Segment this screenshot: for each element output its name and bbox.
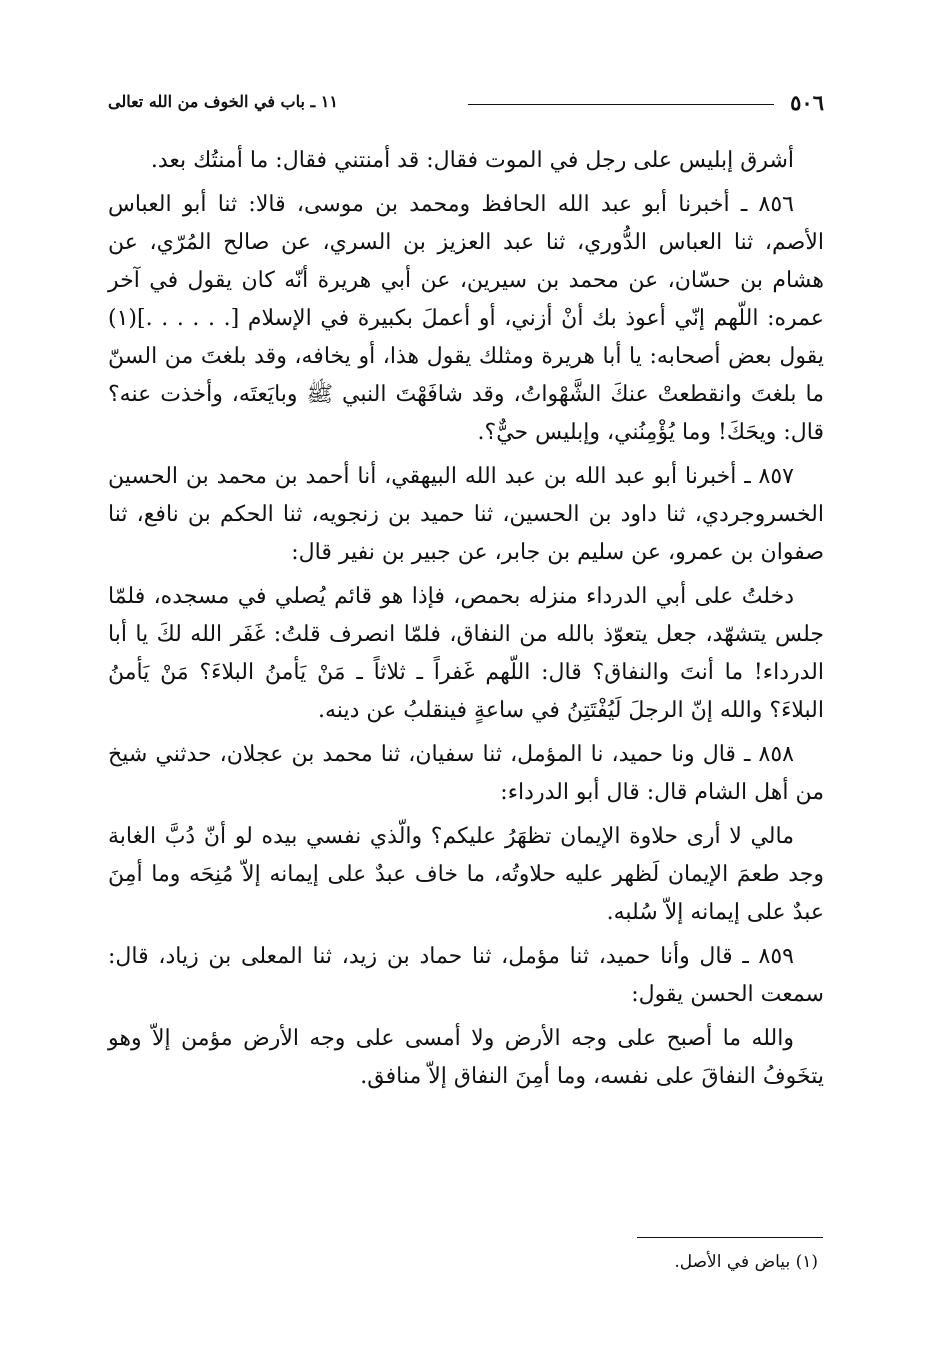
paragraph-intro: أشرق إبليس على رجل في الموت فقال: قد أمنتني فقال: ما أمنتُك بعد. bbox=[150, 148, 794, 173]
paragraph-857: ٨٥٧ ـ أخبرنا أبو عبد الله بن عبد الله البيهقي، أنا أحمد بن محمد بن الحسين الخسروجردي، ثنا داود بن الحسين، ثنا حميد بن زنجويه، ثنا الحكم بن نافع، ثنا صفوان بن عمرو، عن سليم بن جابر، عن جبير بن نفير قال: bbox=[108, 464, 824, 565]
header-rule bbox=[468, 104, 774, 105]
footnote-rule bbox=[637, 1237, 823, 1238]
paragraph-857-quote: دخلتُ على أبي الدرداء منزله بحمص، فإذا هو قائم يُصلي في مسجده، فلمّا جلس يتشهّد، جعل يتعوّذ بالله من النفاق، فلمّا انصرف قلتُ: غَفَر الله لكَ يا أبا الدرداء! ما أنتَ والنفاق؟ قال: اللّهم غَفراً ـ ثلاثاً ـ مَنْ يَأمنُ البلاءَ؟ مَنْ يَأمنُ البلاءَ؟ والله إنّ الرجلَ لَيُفْتَتِنُ في ساعةٍ فينقلبُ عن دينه. bbox=[108, 584, 824, 723]
paragraph-859: ٨٥٩ ـ قال وأنا حميد، ثنا مؤمل، ثنا حماد بن زيد، ثنا المعلى بن زياد، قال: سمعت الحسن يقول: bbox=[108, 944, 824, 1007]
paragraph-858: ٨٥٨ ـ قال ونا حميد، نا المؤمل، ثنا سفيان، ثنا محمد بن عجلان، حدثني شيخ من أهل الشام قال: قال أبو الدرداء: bbox=[108, 742, 824, 805]
page-header bbox=[108, 86, 824, 116]
running-title: ١١ ـ باب في الخوف من الله تعالى bbox=[108, 92, 338, 111]
paragraph-858-quote: مالي لا أرى حلاوة الإيمان تظهَرُ عليكم؟ والّذي نفسي بيده لو أنّ دُبَّ الغابة وجد طعمَ الإيمان لَظهر عليه حلاوتُه، ما خاف عبدٌ على إيمانه إلاّ مُنِحَه وما أمِنَ عبدٌ على إيمانه إلاّ سُلبه. bbox=[108, 824, 824, 925]
paragraph-859-quote: والله ما أصبح على وجه الأرض ولا أمسى على وجه الأرض مؤمن إلاّ وهو يتخَوفُ النفاقَ على نفسه، وما أمِنَ النفاق إلاّ منافق. bbox=[108, 1026, 824, 1089]
page-number: ٥٠٦ bbox=[790, 90, 824, 115]
main-text bbox=[108, 142, 824, 1102]
footnote: (١) بياض في الأصل. bbox=[674, 1252, 818, 1272]
paragraph-856: ٨٥٦ ـ أخبرنا أبو عبد الله الحافظ ومحمد بن موسى، قالا: ثنا أبو العباس الأصم، ثنا العباس الدُّوري، ثنا عبد العزيز بن السري، عن صالح المُرّي، عن هشام بن حسّان، عن محمد بن سيرين، عن أبي هريرة أنّه كان يقول في آخر عمره: اللّهم إنّي أعوذ بك أنْ أزني، أو أعملَ بكبيرة في الإسلام [. . . . . .](١) يقول بعض أصحابه: يا أبا هريرة ومثلك يقول هذا، أو يخافه، وقد بلغتَ من السنّ ما بلغتَ وانقطعتْ عنكَ الشَّهْواتُ، وقد شافَهْتَ النبي ﷺ وبايَعتَه، وأخذت عنه؟ قال: ويحَكَ! وما يُؤْمِنُني، وإبليس حيٌّ؟. bbox=[108, 192, 824, 445]
